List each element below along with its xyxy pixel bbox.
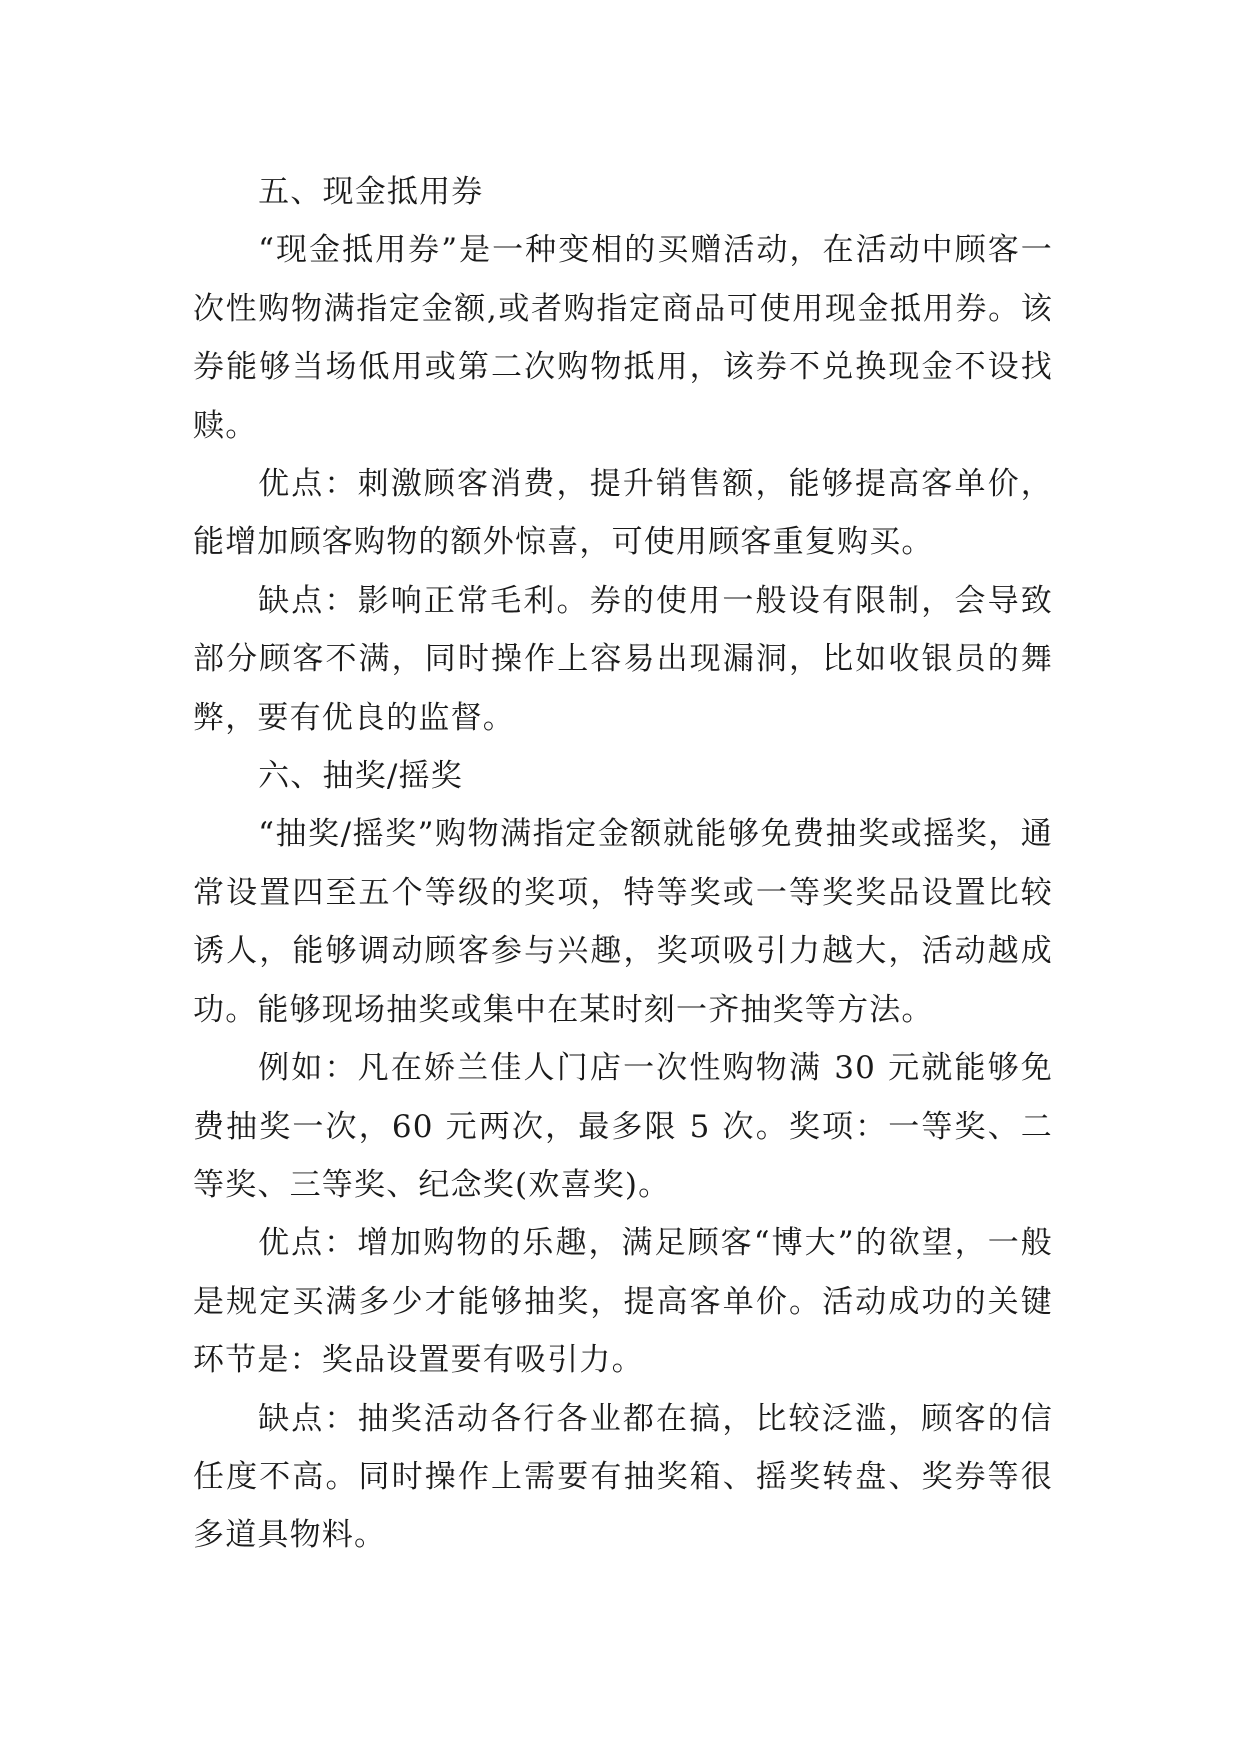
section-heading-cash-voucher: 五、现金抵用券 [258, 174, 484, 210]
paragraph-lottery-cons: 缺点：抽奖活动各行各业都在搞，比较泛滥，顾客的信任度不高。同时操作上需要有抽奖箱、摇奖转盘、奖券等很多道具物料。 [193, 1400, 1053, 1554]
paragraph-cash-voucher-cons: 缺点：影响正常毛利。券的使用一般设有限制，会导致部分顾客不满，同时操作上容易出现漏洞，比如收银员的舞弊，要有优良的监督。 [193, 582, 1053, 736]
section-heading-lottery: 六、抽奖/摇奖 [258, 758, 463, 795]
document-body [193, 163, 1053, 1565]
paragraph-lottery-example: 例如：凡在娇兰佳人门店一次性购物满 30 元就能够免费抽奖一次，60 元两次，最多限 5 次。奖项：一等奖、二等奖、三等奖、纪念奖(欢喜奖)。 [193, 1050, 1053, 1203]
paragraph-cash-voucher-pros: 优点：刺激顾客消费，提升销售额，能够提高客单价，能增加顾客购物的额外惊喜，可使用顾客重复购买。 [193, 466, 1053, 561]
paragraph-lottery-pros: 优点：增加购物的乐趣，满足顾客“博大”的欲望，一般是规定买满多少才能够抽奖，提高客单价。活动成功的关键环节是：奖品设置要有吸引力。 [193, 1225, 1053, 1379]
paragraph-cash-voucher-intro: “现金抵用券”是一种变相的买赠活动，在活动中顾客一次性购物满指定金额,或者购指定商品可使用现金抵用券。该券能够当场低用或第二次购物抵用，该券不兑换现金不设找赎。 [193, 232, 1053, 444]
paragraph-lottery-intro: “抽奖/摇奖”购物满指定金额就能够免费抽奖或摇奖，通常设置四至五个等级的奖项，特等奖或一等奖奖品设置比较诱人，能够调动顾客参与兴趣，奖项吸引力越大，活动越成功。能够现场抽奖或集中在某时刻一齐抽奖等方法。 [193, 816, 1053, 1028]
